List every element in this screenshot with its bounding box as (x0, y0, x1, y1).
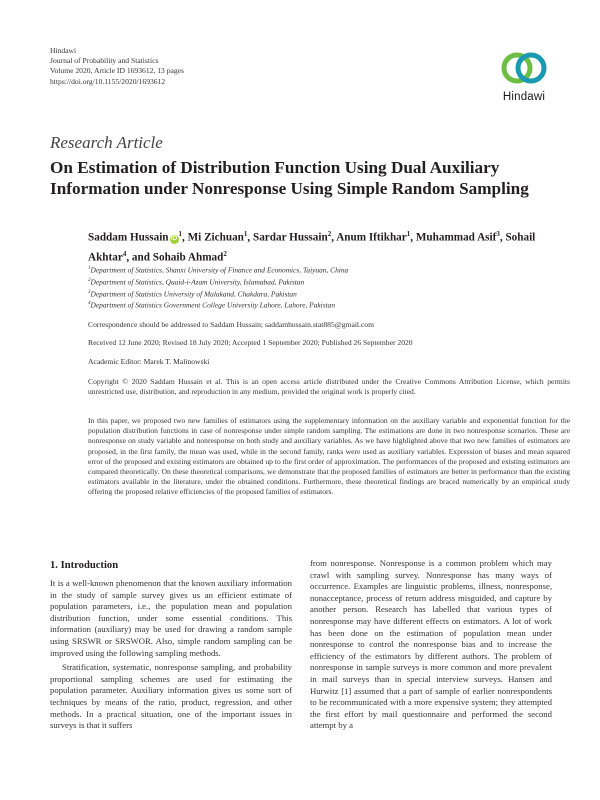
affiliation-list (88, 264, 348, 311)
article-type: Research Article (50, 133, 163, 152)
author-affiliation-mark: 3 (496, 230, 500, 238)
affiliation-number: 2 (88, 277, 91, 283)
authors-and: and (131, 251, 150, 264)
author-name: Sardar Hussain (252, 231, 328, 244)
right-column (310, 558, 552, 732)
section-heading: 1. Introduction (50, 560, 119, 571)
author-affiliation-mark: 1 (243, 230, 248, 238)
abstract: In this paper, we proposed two new families of estimators using the supplementary information on the auxiliary variable and exponential function for the population distribution functions in case of nonresponse under simple random sampling. The estimations are done in two nonresponse scenarios. These are nonresponse on study variable and nonresponse on both study and auxiliary variables. As we have highlighted above that two new families of estimators are proposed, in the first family, the mean was used, while in the second family, ranks were used as auxiliary variables. Expression of biases and mean squared error of the proposed and existing estimators are obtained up to the first order of approximation. The performances of the proposed and existing estimators are compared theoretically. On these theoretical comparisons, we demonstrate that the proposed families of estimators are better in performance than the existing estimators available in the literature, under the obtained conditions. Furthermore, these theoretical findings are braced numerically by an empirical study offering the proposed relative efficiencies of the proposed families of estimators. (88, 416, 570, 497)
author-name: Sohaib Ahmad (152, 251, 224, 264)
author-name: Sohail Akhtar (88, 231, 536, 264)
journal-name: Journal of Probability and Statistics (50, 56, 159, 66)
affiliation-number: 3 (88, 289, 91, 295)
author-affiliation-mark: 1 (406, 230, 411, 238)
journal-meta (50, 46, 184, 87)
paragraph: Stratification, systematic, nonresponse sampling, and probability proportional sampling schemes are used for estimating the population parameter. Auxiliary information gives us some sort of techniques by means of the ratio, product, regression, and other methods. In a practical situation, one of the important issues in surveys is that it suffers (50, 662, 292, 731)
affiliation-number: 1 (88, 266, 91, 271)
author-name: Anum Iftikhar (336, 231, 407, 244)
author-affiliation-mark: 2 (223, 249, 227, 258)
copyright-notice: Copyright © 2020 Saddam Hussain et al. This is an open access article distributed under the Creative Commons Attribution License, which permits unrestricted use, distribution, and reproduction in any medium, provided the original work is properly cited. (88, 377, 570, 397)
author-affiliation-mark: 4 (122, 249, 127, 258)
affiliation-text: Department of Statistics, Quaid-i-Azam University, Islamabad, Pakistan (90, 277, 305, 287)
journal-volume: Volume 2020, Article ID 1693612, 13 pages (50, 66, 184, 76)
paper-title: On Estimation of Distribution Function Using Dual Auxiliary Information under Nonresponse Using Simple Random Sampling (50, 158, 529, 198)
affiliation-number: 4 (88, 301, 91, 307)
correspondence: Correspondence should be addressed to Saddam Hussain; saddamhussain.stat885@gmail.com (88, 320, 375, 329)
affiliation (88, 288, 348, 300)
affiliation-text: Department of Statistics University of Malakand, Chakdara, Pakistan (90, 289, 297, 298)
publisher-name: Hindawi (50, 46, 77, 55)
affiliation-text: Department of Statistics, Shanxi University of Finance and Economics, Taiyuan, China (90, 265, 349, 275)
author-name: Muhammad Asif (415, 231, 497, 244)
logo-text: Hindawi (502, 91, 546, 103)
author-affiliation-mark: 1 (178, 230, 183, 238)
author-list: Saddam Hussain $iD^1$, Mi Zichuan$^1$, Sardar Hussain$^2$, Anum Iftikhar$^1$, Muhammad Asif$^3$, Sohail Akhtar$^4$, and Sohaib Ahmad$^2$ (88, 230, 536, 264)
article-dates: Received 12 June 2020; Revised 18 July 2020; Accepted 1 September 2020; Published 26 September 2020 (88, 338, 413, 347)
affiliation (88, 264, 348, 276)
orcid-icon[interactable]: iD (171, 235, 178, 242)
author-affiliation-mark: 2 (327, 230, 332, 238)
affiliation (88, 276, 348, 288)
left-column (50, 578, 292, 732)
academic-editor: Academic Editor: Marek T. Malinowski (88, 357, 210, 366)
affiliation (88, 299, 348, 311)
affiliation-text: Department of Statistics Government College University Lahore, Lahore, Pakistan (90, 300, 336, 310)
author-name: Saddam Hussain (88, 231, 169, 244)
paragraph: It is a well-known phenomenon that the known auxiliary information in the study of sample survey gives us an efficient estimate of population parameters, i.e., the population mean and population distribution function, under some essential conditions. This information (auxiliary) may be used for drawing a random sample using SRSWR or SRSWOR. Also, simple random sampling can be improved using the following sampling methods. (50, 578, 292, 658)
journal-doi[interactable]: https://doi.org/10.1155/2020/1693612 (50, 76, 166, 86)
paragraph: from nonresponse. Nonresponse is a common problem which may crawl with sampling survey. Nonresponse has many ways of occurrence. Examples are linguistic problems, illness, nonresponse, nonacceptance, process of return address misguided, and capture by another person. Research has labelled that various types of nonresponse may have different effects on estimators. A lot of work has been done on the estimation of population mean under nonresponse to control the nonresponse bias and to increase the efficiency of the estimators by different authors. The problem of nonresponse in sample surveys is more common and more prevalent in mail surveys than in special interview surveys. Hansen and Hurwitz [1] assumed that a part of sample of earlier nonrespondents to be recommunicated with a more expensive system; they attempted the first effort by mail questionnaire and performed the second attempt by a (310, 558, 552, 731)
author-name: Mi Zichuan (187, 231, 244, 244)
